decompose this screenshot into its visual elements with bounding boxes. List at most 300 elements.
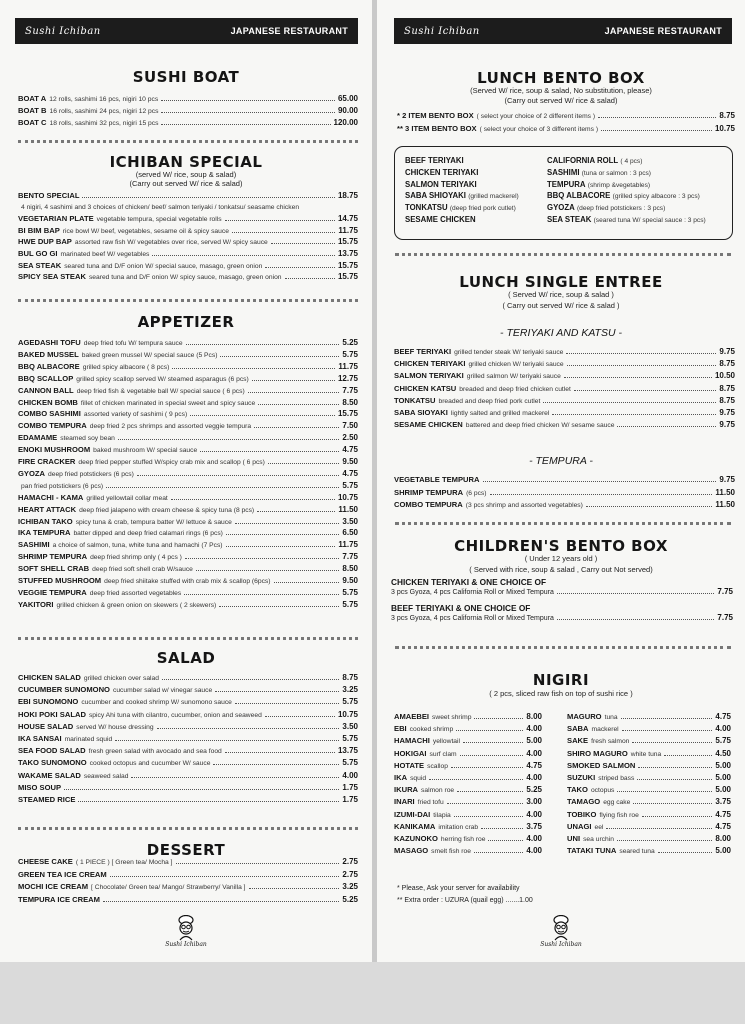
item-price: 9.75 (719, 420, 735, 430)
price-leader (285, 278, 335, 279)
lunch-single-title: LUNCH SINGLE ENTREE (459, 273, 663, 291)
nigiri-item (567, 785, 731, 796)
mascot-caption: Sushi Ichiban (165, 941, 207, 948)
item-desc: striped bass (598, 775, 635, 782)
price-leader (483, 481, 717, 482)
price-leader (557, 593, 715, 594)
item-name: UNAGI (567, 821, 592, 831)
menu-item (18, 249, 358, 260)
price-leader (215, 691, 339, 692)
price-leader (268, 463, 340, 464)
price-leader (457, 791, 523, 792)
nigiri-item (394, 822, 542, 833)
divider (395, 253, 731, 256)
item-desc: tilapia (433, 811, 451, 819)
left-menu-page (0, 0, 372, 962)
salad-title: SALAD (156, 649, 216, 667)
item-desc: grilled yellowtail collar meat (86, 494, 168, 502)
ichiban-special-sub2: (Carry out served W/ rice & salad) (129, 179, 243, 188)
price-leader (171, 499, 335, 500)
nigiri-item (394, 749, 542, 760)
item-desc: grilled spicy scallop served W/ steamed asparagus (6 pcs) (76, 375, 249, 383)
item-name: BEEF TERIYAKI & ONE CHOICE OF (391, 603, 531, 613)
choice-desc: (grilled spicy albacore : 3 pcs) (612, 193, 700, 201)
item-price: 10.75 (714, 124, 735, 133)
item-desc: imitation crab (438, 823, 479, 831)
ichiban-special-title: ICHIBAN SPECIAL (109, 153, 263, 171)
item-desc: deep fried fish & vegetable ball W/ special sauce ( 6 pcs) (76, 387, 245, 395)
price-leader (115, 740, 339, 741)
item-desc: [ Chocolate/ Green tea/ Mango/ Strawberry/ Vanilla ] (91, 884, 246, 891)
item-price: 4.75 (342, 445, 358, 455)
price-leader (586, 506, 713, 507)
price-leader (254, 427, 339, 428)
item-name: SAKE (567, 736, 589, 746)
item-name: BOAT B (18, 106, 47, 115)
nigiri-item (394, 846, 542, 857)
item-desc: cooked shrimp (409, 726, 454, 734)
price-leader (225, 220, 335, 221)
chef-mascot-icon (175, 915, 197, 941)
bento-choice (547, 167, 651, 179)
item-desc: grilled chicken & green onion on skewers ( 2 skewers) (56, 601, 217, 609)
item-price: 10.75 (337, 709, 358, 719)
left-header-bar (15, 18, 358, 44)
item-desc: (3 pcs shrimp and assorted vegetables) (465, 502, 583, 509)
header-tagline: JAPANESE RESTAURANT (230, 26, 348, 36)
menu-item (18, 226, 358, 237)
menu-item (394, 347, 735, 358)
choice-name: SESAME CHICKEN (405, 215, 476, 224)
menu-item (18, 685, 358, 696)
item-desc: 3 pcs Gyoza, 4 pcs California Roll or Mixed Tempura (391, 615, 554, 622)
menu-item (18, 540, 358, 551)
menu-item (18, 469, 358, 480)
item-desc: 18 rolls, sashimi 32 pcs, nigiri 15 pcs (49, 120, 159, 127)
price-leader (252, 380, 335, 381)
item-desc: seared tuna and D/F onion W/ special sauce, masago, green onion (64, 262, 263, 270)
price-leader (601, 130, 712, 131)
item-name: HAMACHI - KAMA (18, 492, 84, 502)
menu-item (18, 398, 358, 409)
menu-item (18, 505, 358, 516)
item-desc: eel (594, 823, 604, 831)
children-sub1: ( Under 12 years old ) (524, 554, 598, 563)
item-desc: batter dipped and deep fried calamari rings (6 pcs) (73, 530, 223, 538)
item-name: AGEDASHI TOFU (18, 338, 81, 347)
item-name: ** 3 ITEM BENTO BOX (397, 124, 477, 133)
menu-item (394, 500, 735, 511)
item-price: 8.75 (719, 111, 735, 120)
item-price: 4.00 (526, 834, 542, 843)
bento-choice (405, 202, 516, 214)
price-leader (574, 390, 717, 391)
item-desc: fillet of chicken marinated in special sweet and spicy sauce (80, 399, 256, 407)
choice-name: SASHIMI (547, 167, 580, 177)
item-name: VEGETABLE TEMPURA (394, 475, 480, 484)
item-desc: deep fried assorted vegetables (89, 589, 182, 597)
item-price: 5.75 (715, 736, 731, 746)
item-name: BEEF TERIYAKI (394, 347, 452, 356)
price-leader (552, 414, 716, 415)
item-price: 5.75 (342, 599, 358, 609)
menu-item (18, 386, 358, 397)
nigiri-item (394, 834, 542, 845)
menu-item (18, 237, 358, 248)
price-leader (226, 546, 336, 547)
item-desc: lightly salted and grilled mackerel (450, 410, 550, 417)
choice-name: BBQ ALBACORE (547, 191, 611, 201)
item-name: BOAT C (18, 118, 47, 127)
item-price: 90.00 (337, 106, 358, 115)
item-name: CUCUMBER SUNOMONO (18, 685, 110, 695)
choice-name: SEA STEAK (547, 215, 592, 224)
item-desc: cucumber and cooked shrimp W/ sunomono sauce (81, 699, 232, 707)
item-price: 9.50 (342, 457, 358, 466)
item-price: 15.75 (337, 237, 358, 247)
nigiri-item (394, 797, 542, 808)
item-price: 2.75 (342, 869, 358, 879)
item-desc: grilled salmon W/ teriyaki sauce (466, 373, 561, 381)
price-leader (64, 789, 339, 790)
menu-item (18, 272, 358, 283)
item-price: 4.50 (715, 748, 731, 758)
item-desc: mackerel (591, 726, 619, 734)
item-price: 8.00 (715, 834, 731, 843)
divider (395, 646, 731, 649)
scan-margin (0, 962, 745, 1024)
menu-item (18, 94, 358, 105)
item-price: 11.75 (338, 225, 358, 235)
menu-item (394, 475, 735, 485)
item-price: 8.75 (719, 383, 735, 393)
price-leader (638, 767, 712, 768)
menu-item (18, 421, 358, 432)
item-price: 5.25 (526, 785, 542, 795)
item-price: 9.75 (719, 475, 735, 484)
item-desc: spicy Ahi tuna with cilantro, cucumber, onion and seaweed (88, 711, 262, 719)
bento-choice (547, 202, 665, 214)
item-name: HWE DUP BAP (18, 237, 72, 247)
choice-desc: (deep fried potstickers : 3 pcs) (576, 205, 666, 213)
right-header-bar (394, 18, 732, 44)
item-price: 4.00 (526, 724, 542, 734)
choice-desc: (grilled mackerel) (468, 193, 519, 201)
nigiri-item (394, 761, 542, 772)
nigiri-item (567, 810, 731, 821)
menu-item (18, 857, 358, 868)
tempura-heading: - TEMPURA - (529, 455, 593, 467)
price-leader (637, 779, 712, 780)
choice-name: BEEF TERIYAKI (405, 156, 464, 165)
divider (18, 299, 358, 302)
item-name: WAKAME SALAD (18, 770, 81, 780)
item-price: 3.75 (526, 821, 542, 831)
price-leader (564, 377, 712, 378)
header-tagline: JAPANESE RESTAURANT (604, 26, 722, 36)
item-price: 2.50 (342, 433, 358, 443)
nigiri-sub: ( 2 pcs, sliced raw fish on top of sushi rice ) (489, 689, 633, 698)
menu-item (18, 445, 358, 456)
divider (18, 637, 358, 640)
item-price: 5.00 (715, 785, 731, 795)
item-price: 15.75 (337, 260, 358, 270)
mascot-logo (156, 915, 216, 948)
item-price: 8.50 (342, 564, 358, 574)
item-desc: assorted variety of sashimi ( 9 pcs) (83, 411, 188, 419)
item-desc: steamed soy bean (60, 435, 115, 443)
menu-item (18, 350, 358, 361)
bento-choice (547, 190, 700, 202)
item-name: HOUSE SALAD (18, 721, 74, 731)
item-desc: tuna (604, 714, 618, 721)
price-leader (463, 742, 523, 743)
price-leader (152, 255, 335, 256)
price-leader (451, 767, 524, 768)
item-name: TOBIKO (567, 809, 597, 819)
choice-desc: (deep fried pork cutlet) (449, 205, 516, 213)
item-name: STUFFED MUSHROOM (18, 576, 102, 585)
item-price: 18.75 (337, 191, 358, 200)
lunch-bento-title: LUNCH BENTO BOX (477, 69, 645, 87)
price-leader (632, 742, 712, 743)
price-leader (454, 816, 524, 817)
nigiri-title: NIGIRI (532, 671, 590, 689)
item-price: 4.75 (526, 760, 542, 770)
menu-item (18, 433, 358, 444)
item-name: HOTATE (394, 760, 425, 770)
price-leader (598, 117, 716, 118)
children-item (391, 577, 733, 596)
item-price: 4.00 (526, 773, 542, 782)
menu-item (18, 517, 358, 528)
item-price: 9.75 (719, 408, 735, 417)
menu-item (18, 564, 358, 575)
item-desc: grilled tender steak W/ teriyaki sauce (454, 349, 564, 356)
menu-item (394, 384, 735, 395)
children-sub2: ( Served with rice, soup & salad , Carry out Not served) (469, 565, 653, 574)
menu-item (18, 118, 358, 129)
nigiri-item (394, 736, 542, 747)
nigiri-item (394, 712, 542, 723)
item-desc: ( 1 PIECE ) [ Green tea/ Mocha ] (75, 859, 173, 866)
price-leader (161, 100, 335, 101)
nigiri-item (567, 822, 731, 833)
appetizer-title: APPETIZER (137, 313, 235, 331)
item-price: 5.75 (342, 697, 358, 707)
item-desc-row (391, 613, 733, 622)
menu-item (18, 528, 358, 539)
item-desc: ( select your choice of 2 different items ) (476, 113, 596, 120)
choice-desc: (tuna or salmon : 3 pcs) (581, 169, 651, 177)
mascot-caption: Sushi Ichiban (540, 941, 582, 948)
item-desc: assorted raw fish W/ vegetables over rice, served W/ spicy sauce (74, 239, 268, 247)
lunch-bento-sub2: (Carry out served W/ rice & salad) (504, 96, 618, 105)
price-leader (184, 594, 339, 595)
price-leader (185, 558, 340, 559)
price-leader (258, 404, 339, 405)
menu-item (397, 111, 735, 122)
item-name: SHRIMP TEMPURA (18, 552, 88, 562)
item-name: CHICKEN TERIYAKI (394, 359, 466, 369)
nigiri-item (567, 761, 731, 771)
item-desc: grilled chicken over salad (83, 675, 159, 682)
price-leader (474, 718, 523, 719)
choice-desc: (seared tuna W/ special sauce : 3 pcs) (593, 217, 706, 224)
item-price: 4.00 (526, 809, 542, 819)
price-leader (566, 353, 716, 354)
item-name: EBI SUNOMONO (18, 697, 79, 707)
price-leader (265, 267, 335, 268)
item-price: 4.00 (526, 846, 542, 856)
item-name: SALMON TERIYAKI (394, 371, 464, 381)
item-name: MAGURO (567, 712, 602, 721)
choice-name: TEMPURA (547, 179, 586, 189)
item-price: 7.75 (342, 552, 358, 562)
item-desc: fried tofu (417, 799, 444, 807)
price-leader (196, 570, 340, 571)
price-leader (557, 619, 715, 620)
item-price: 11.50 (338, 504, 358, 514)
menu-item (18, 552, 358, 563)
item-desc: egg cake (603, 799, 631, 807)
item-desc: marinated squid (64, 736, 113, 743)
item-desc: scallop (427, 762, 448, 770)
item-price: 1.75 (342, 782, 358, 792)
item-name: IZUMI-DAI (394, 809, 431, 819)
price-leader (161, 124, 330, 125)
lunch-single-sub2: ( Carry out served W/ rice & salad ) (502, 301, 620, 310)
item-name: IKA (394, 773, 408, 782)
item-desc: served W/ house dressing (76, 723, 154, 731)
item-name: BI BIM BAP (18, 225, 60, 235)
price-leader (213, 764, 339, 765)
item-price: 5.75 (342, 734, 358, 743)
item-name: BBQ SCALLOP (18, 373, 74, 383)
item-price: 5.25 (342, 338, 358, 347)
price-leader (543, 402, 716, 403)
menu-item (18, 457, 358, 468)
item-name: IKA SANSAI (18, 734, 62, 743)
item-desc: marinated beef W/ vegetables (60, 251, 150, 258)
choice-name: GYOZA (547, 203, 575, 213)
item-desc: deep fried soft shell crab W/sauce (92, 566, 193, 574)
teriyaki-katsu-heading: - TERIYAKI AND KATSU - (500, 327, 622, 339)
item-name: HOKIGAI (394, 748, 427, 758)
item-price: 15.75 (337, 272, 358, 282)
menu-item (394, 396, 735, 407)
menu-item (18, 261, 358, 272)
price-leader (664, 755, 712, 756)
item-price: 8.75 (719, 395, 735, 405)
item-desc: deep fried 2 pcs shrimps and assorted veggie tempura (89, 423, 252, 431)
menu-item (18, 362, 358, 373)
item-name: GYOZA (18, 468, 46, 478)
item-name: TAMAGO (567, 797, 601, 807)
menu-item (18, 374, 358, 385)
price-leader (265, 716, 335, 717)
price-leader (220, 356, 339, 357)
item-name: SOFT SHELL CRAB (18, 564, 90, 574)
item-name: BOAT A (18, 94, 47, 103)
children-bento-title: CHILDREN'S BENTO BOX (454, 537, 668, 555)
item-desc: surf clam (429, 750, 457, 758)
menu-item (18, 338, 358, 349)
price-leader (642, 816, 713, 817)
nigiri-item (394, 773, 542, 784)
nigiri-item (394, 724, 542, 735)
item-price: 4.75 (715, 821, 731, 831)
item-name: SABA SIOYAKI (394, 408, 448, 417)
item-desc: rice bowl W/ beef, vegetables, sesame oil & spicy sauce (62, 227, 229, 235)
menu-item (18, 409, 358, 420)
price-leader (617, 426, 716, 427)
item-desc: fresh salmon (591, 738, 630, 746)
item-desc: grilled chicken W/ teriyaki sauce (468, 361, 564, 369)
item-name: CHICKEN KATSU (394, 383, 457, 393)
menu-item (18, 576, 358, 587)
item-desc: fresh green salad with avocado and sea food (88, 748, 222, 756)
divider (18, 140, 358, 143)
item-desc: herring fish roe (440, 836, 486, 843)
item-desc: cucumber salad w/ vinegar sauce (112, 687, 213, 695)
nigiri-item (567, 846, 731, 857)
item-name: BBQ ALBACORE (18, 361, 80, 371)
item-price: 65.00 (337, 94, 358, 103)
item-desc: white tuna (630, 750, 662, 758)
menu-item (18, 588, 358, 599)
item-name: TEMPURA ICE CREAM (18, 894, 100, 904)
price-leader (621, 718, 713, 719)
bento-choice (547, 214, 706, 226)
menu-item (18, 710, 358, 721)
price-leader (106, 487, 339, 488)
item-desc: 12 rolls, sashimi 16 pcs, nigiri 10 pcs (49, 96, 159, 103)
item-name: BUL GO GI (18, 249, 58, 258)
item-price: 14.75 (337, 214, 358, 224)
menu-item (18, 203, 358, 213)
item-name: IKURA (394, 785, 419, 795)
item-desc: salmon roe (421, 787, 455, 795)
menu-item (18, 214, 358, 225)
item-name: SMOKED SALMON (567, 760, 636, 770)
item-price: 3.75 (715, 797, 731, 807)
menu-item (394, 488, 735, 499)
price-leader (78, 801, 339, 802)
item-desc: sweet shrimp (432, 714, 472, 721)
lunch-bento-sub1: (Served W/ rice, soup & salad, No substitution, please) (470, 86, 652, 95)
price-leader (176, 863, 340, 864)
menu-item (394, 408, 735, 419)
item-price: 5.25 (342, 894, 358, 904)
item-name: MOCHI ICE CREAM (18, 882, 89, 891)
item-desc: a choice of salmon, tuna, white tuna and hamachi (7 Pcs) (52, 542, 223, 550)
item-name: UNI (567, 834, 581, 843)
item-name: HAMACHI (394, 736, 430, 746)
right-menu-page (377, 0, 745, 962)
item-desc: deep fried shrimp only ( 4 pcs ) (90, 554, 182, 562)
choice-desc: (shrimp &vegetables) (587, 181, 651, 189)
item-desc: yellowtail (432, 738, 460, 746)
lunch-single-sub1: ( Served W/ rice, soup & salad ) (508, 290, 614, 299)
nigiri-item (567, 749, 731, 760)
menu-item (394, 359, 735, 370)
item-desc: 16 rolls, sashimi 24 pcs, nigiri 12 pcs (49, 108, 159, 115)
item-desc: deep fried potstickers (6 pcs) (48, 470, 134, 478)
nigiri-item (567, 797, 731, 808)
menu-item (18, 106, 358, 117)
item-price: 8.00 (526, 712, 542, 721)
